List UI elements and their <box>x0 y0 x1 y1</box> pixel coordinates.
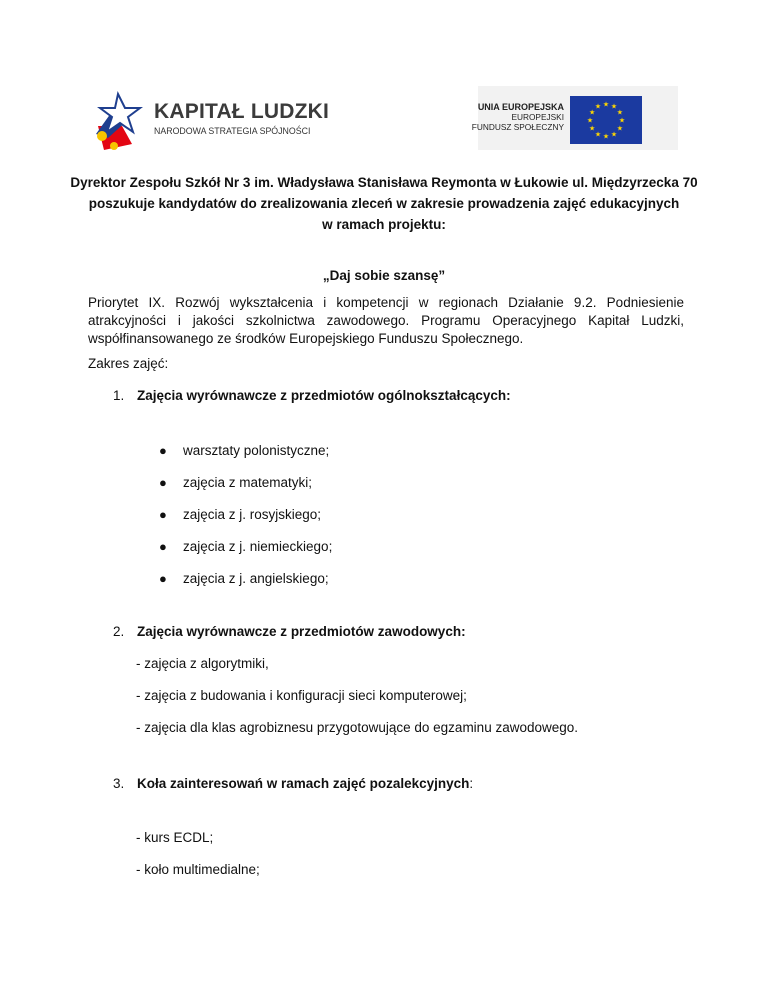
section-1-title: Zajęcia wyrównawcze z przedmiotów ogólnokształcących: <box>137 388 511 403</box>
header-line-1: Dyrektor Zespołu Szkół Nr 3 im. Władysława Stanisława Reymonta w Łukowie ul. Międzyrzecka 70 <box>70 175 698 190</box>
kapital-ludzki-emblem-icon <box>92 86 152 160</box>
bullet-icon: ● <box>159 539 167 554</box>
eu-line-3: FUNDUSZ SPOŁECZNY <box>471 122 564 132</box>
announcement-header <box>0 172 768 235</box>
eu-star-icon: ★ <box>602 133 610 141</box>
list-item: - zajęcia dla klas agrobiznesu przygotowujące do egzaminu zawodowego. <box>136 720 579 735</box>
eu-line-2: EUROPEJSKI <box>511 112 564 122</box>
section-1-heading <box>113 388 511 403</box>
eu-star-icon: ★ <box>610 131 618 139</box>
list-item: ● zajęcia z matematyki; <box>159 475 313 490</box>
section-3-colon: : <box>469 776 474 791</box>
kapital-ludzki-logo <box>92 86 330 160</box>
kapital-ludzki-title: KAPITAŁ LUDZKI <box>154 100 330 123</box>
list-item: - zajęcia z budowania i konfiguracji sieci komputerowej; <box>136 688 467 703</box>
eu-star-icon: ★ <box>616 125 624 133</box>
bullet-icon: ● <box>159 443 167 458</box>
list-item: - zajęcia z algorytmiki, <box>136 656 269 671</box>
eu-star-icon: ★ <box>588 109 596 117</box>
eu-stars-icon <box>570 96 642 144</box>
header-line-3: w ramach projektu: <box>322 217 446 232</box>
list-item: ● zajęcia z j. angielskiego; <box>159 571 329 586</box>
bullet-icon: ● <box>159 571 167 586</box>
list-item: ● warsztaty polonistyczne; <box>159 443 330 458</box>
eu-flag-icon <box>570 96 642 144</box>
eu-star-icon: ★ <box>618 117 626 125</box>
header-line-2: poszukuje kandydatów do zrealizowania zleceń w zakresie prowadzenia zajęć edukacyjnych <box>88 196 680 211</box>
section-2-heading <box>113 624 466 639</box>
eu-star-icon: ★ <box>594 103 602 111</box>
section-3-heading <box>113 776 473 791</box>
section-3-number: 3. <box>113 776 125 791</box>
eu-logo-text <box>472 102 564 132</box>
list-item: - koło multimedialne; <box>136 862 260 877</box>
list-item: ● zajęcia z j. rosyjskiego; <box>159 507 322 522</box>
project-title: „Daj sobie szansę” <box>322 268 446 283</box>
eu-logo <box>471 86 678 150</box>
section-2-title: Zajęcia wyrównawcze z przedmiotów zawodowych: <box>137 624 466 639</box>
list-item: - kurs ECDL; <box>136 830 214 845</box>
bullet-icon: ● <box>159 475 167 490</box>
zakres-label: Zakres zajęć: <box>88 356 169 371</box>
list-item: ● zajęcia z j. niemieckiego; <box>159 539 333 554</box>
section-2-number: 2. <box>113 624 125 639</box>
eu-star-icon: ★ <box>586 117 594 125</box>
eu-star-icon: ★ <box>594 131 602 139</box>
section-1-number: 1. <box>113 388 125 403</box>
eu-star-icon: ★ <box>588 125 596 133</box>
bullet-icon: ● <box>159 507 167 522</box>
eu-line-1: UNIA EUROPEJSKA <box>477 102 564 112</box>
eu-star-icon: ★ <box>616 109 624 117</box>
section-3-title: Koła zainteresowań w ramach zajęć pozalekcyjnych <box>137 776 470 791</box>
priority-paragraph: Priorytet IX. Rozwój wykształcenia i kompetencji w regionach Działanie 9.2. Podniesienie atrakcyjności i jakości szkolnictwa zawodowego. Programu Operacyjnego Kapitał Ludzki, współfinansowanego ze środków Europejskiego Funduszu Społecznego. <box>88 295 684 346</box>
kapital-ludzki-subtitle: NARODOWA STRATEGIA SPÓJNOŚCI <box>154 126 311 136</box>
eu-star-icon: ★ <box>610 103 618 111</box>
eu-star-icon: ★ <box>602 101 610 109</box>
